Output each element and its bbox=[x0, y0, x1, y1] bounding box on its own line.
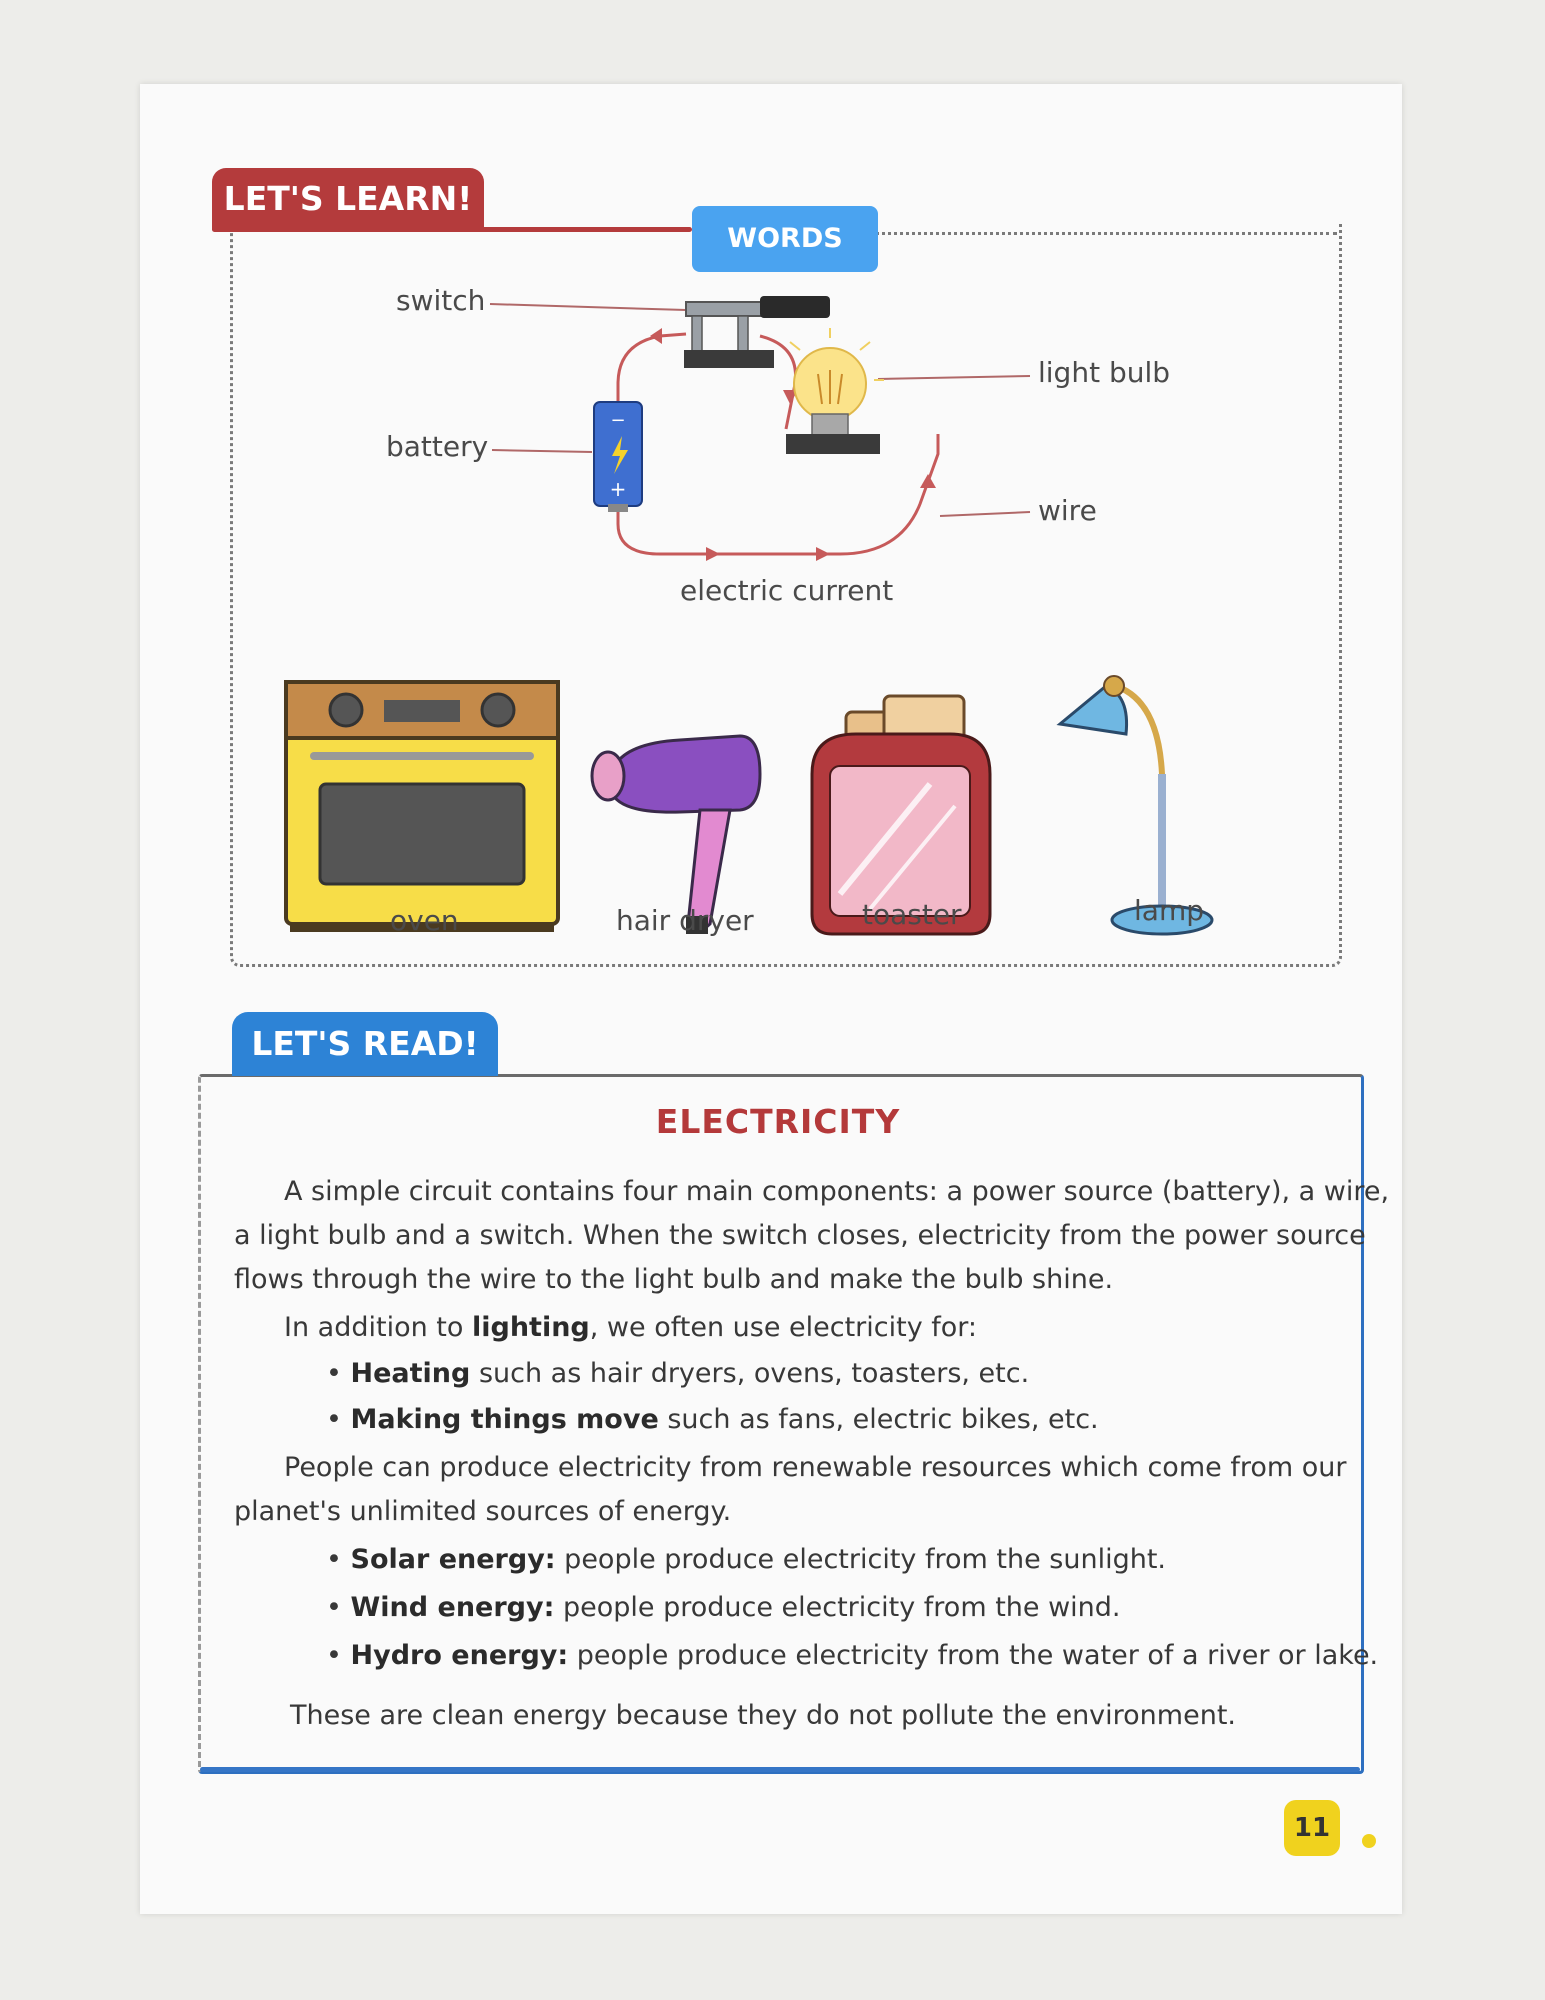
switch-lever bbox=[686, 302, 764, 316]
label-switch: switch bbox=[396, 284, 486, 317]
label-light-bulb: light bulb bbox=[1038, 356, 1171, 389]
page-dot bbox=[1362, 1834, 1376, 1848]
list-item: • Wind energy: people produce electricity from the wind. bbox=[326, 1592, 1121, 1623]
list-item: • Solar energy: people produce electricity from the sunlight. bbox=[326, 1544, 1167, 1575]
battery-leader bbox=[492, 450, 592, 452]
paragraph-line: People can produce electricity from renewable resources which come from our bbox=[284, 1452, 1347, 1483]
oven-icon bbox=[286, 682, 558, 932]
label-lamp: lamp bbox=[1134, 894, 1204, 927]
label-electric-current: electric current bbox=[680, 574, 894, 607]
svg-text:+: + bbox=[609, 477, 627, 501]
label-oven: oven bbox=[390, 904, 459, 937]
appliance-illustrations bbox=[140, 624, 1402, 964]
paragraph-line: planet's unlimited sources of energy. bbox=[234, 1496, 732, 1527]
list-item: • Making things move such as fans, electric bikes, etc. bbox=[326, 1404, 1099, 1435]
list-item: • Heating such as hair dryers, ovens, toasters, etc. bbox=[326, 1358, 1030, 1389]
paragraph-line: A simple circuit contains four main components: a power source (battery), a wire, bbox=[284, 1176, 1390, 1207]
wire-bottom bbox=[618, 434, 938, 554]
lets-read-tab: LET'S READ! bbox=[232, 1012, 498, 1076]
lets-learn-tab: LET'S LEARN! bbox=[212, 168, 484, 230]
svg-text:−: − bbox=[610, 410, 626, 431]
label-wire: wire bbox=[1038, 494, 1097, 527]
switch-leader bbox=[490, 304, 686, 310]
current-arrow bbox=[706, 547, 720, 561]
paragraph-line: These are clean energy because they do not pollute the environment. bbox=[290, 1700, 1236, 1731]
circuit-diagram bbox=[140, 84, 1402, 704]
current-arrow bbox=[920, 474, 936, 488]
read-frame-bottom bbox=[200, 1767, 1360, 1772]
switch-handle bbox=[760, 296, 830, 318]
paragraph-line: a light bulb and a switch. When the switch closes, electricity from the power source bbox=[234, 1220, 1366, 1251]
label-hair-dryer: hair dryer bbox=[616, 904, 754, 937]
current-arrow bbox=[816, 547, 830, 561]
page-number: 11 bbox=[1284, 1800, 1340, 1856]
wire-top-left bbox=[618, 334, 686, 404]
paragraph-line: In addition to lighting, we often use electricity for: bbox=[284, 1312, 978, 1343]
bulb-base bbox=[786, 434, 880, 454]
words-label: WORDS bbox=[692, 206, 878, 272]
wire-top-right bbox=[760, 336, 796, 429]
textbook-page bbox=[140, 84, 1402, 1914]
current-arrow bbox=[650, 328, 662, 344]
switch-base bbox=[684, 350, 774, 368]
label-battery: battery bbox=[386, 430, 489, 463]
list-item: • Hydro energy: people produce electricity from the water of a river or lake. bbox=[326, 1640, 1379, 1671]
wire-leader bbox=[940, 512, 1030, 516]
bulb-leader bbox=[878, 376, 1030, 379]
reading-title: ELECTRICITY bbox=[655, 1102, 901, 1141]
label-toaster: toaster bbox=[862, 898, 962, 931]
paragraph-line: flows through the wire to the light bulb and make the bulb shine. bbox=[234, 1264, 1114, 1295]
